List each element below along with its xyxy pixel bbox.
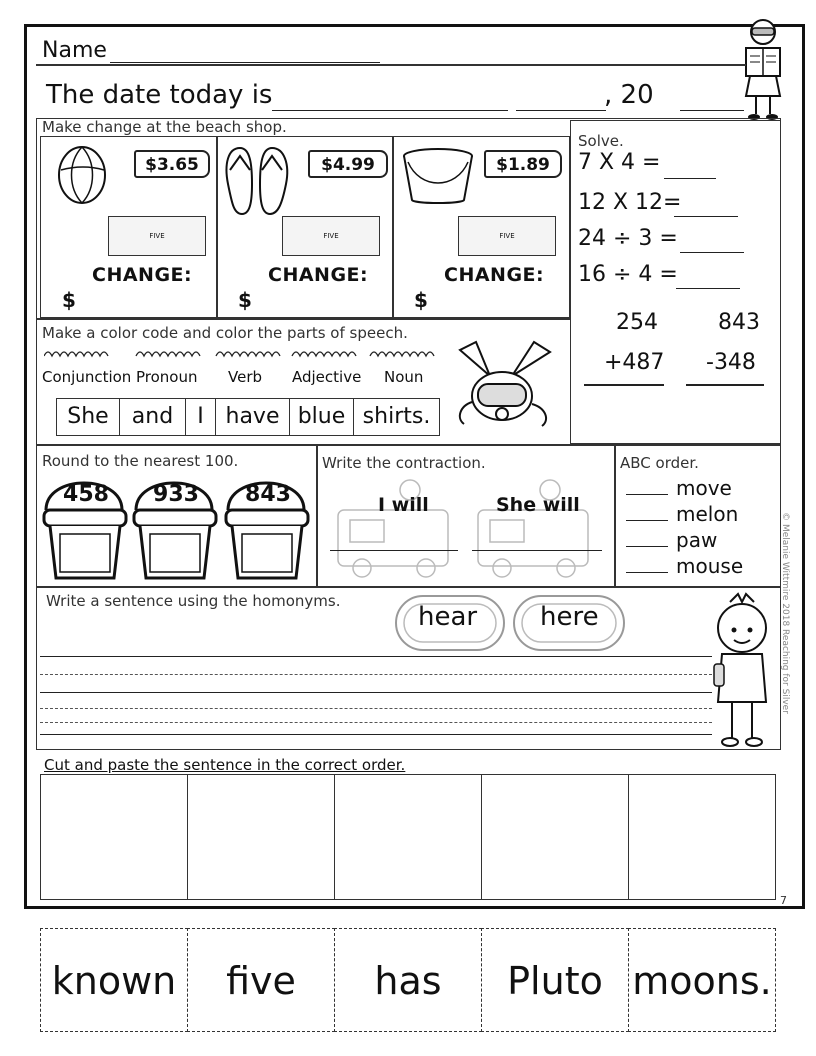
abc-word-3: paw: [676, 528, 718, 552]
cutout-word-1[interactable]: known: [40, 928, 188, 1032]
problem-3: 24 ÷ 3 =: [578, 226, 678, 251]
subtraction-bottom: -348: [706, 350, 756, 375]
five-dollar-bill-2: FIVE: [282, 216, 380, 256]
answer-line-2[interactable]: [674, 196, 738, 217]
bucket-number-1: 458: [63, 482, 109, 507]
copyright-container: [778, 480, 792, 750]
writing-line-2[interactable]: [40, 676, 712, 693]
homonym-title: Write a sentence using the homonyms.: [46, 592, 341, 610]
bucket-number-2: 933: [153, 482, 199, 507]
middle-divider-2: [614, 444, 616, 586]
problem-2: 12 X 12=: [578, 190, 682, 215]
dollar-sign-3: $: [414, 288, 428, 312]
label-noun: Noun: [384, 368, 424, 386]
flip-flops-icon: [222, 144, 294, 218]
label-pronoun: Pronoun: [136, 368, 198, 386]
beach-ball-icon: [56, 144, 108, 206]
abc-title: ABC order.: [620, 454, 699, 472]
cutout-word-3[interactable]: has: [334, 928, 482, 1032]
answer-line-3[interactable]: [680, 232, 744, 253]
date-year-line[interactable]: [680, 84, 744, 111]
five-dollar-bill-1: FIVE: [108, 216, 206, 256]
problem-4: 16 ÷ 4 =: [578, 262, 678, 287]
label-verb: Verb: [228, 368, 263, 386]
round-title: Round to the nearest 100.: [42, 452, 239, 470]
name-label: Name: [42, 38, 107, 63]
shop-divider-2: [392, 136, 394, 318]
paste-cell-1[interactable]: [40, 774, 188, 900]
middle-divider-1: [316, 444, 318, 586]
homonym-word-1: hear: [418, 602, 478, 632]
date-day-line[interactable]: [516, 84, 606, 111]
name-line[interactable]: [110, 40, 380, 63]
paste-cell-3[interactable]: [334, 774, 482, 900]
contraction-title: Write the contraction.: [322, 454, 486, 472]
contraction-answer-line-1[interactable]: [330, 530, 458, 551]
subtraction-top: 843: [718, 310, 760, 335]
ice-cream-trucks: [328, 476, 608, 582]
header-divider: [36, 64, 746, 66]
cut-paste-title: Cut and paste the sentence in the correct order.: [44, 756, 406, 774]
girl-reading-icon: [738, 16, 788, 122]
abc-item-4[interactable]: [626, 554, 743, 579]
subtraction-bar: [686, 384, 764, 386]
word-box-shirts[interactable]: shirts.: [354, 398, 440, 436]
change-label-2: CHANGE:: [268, 264, 369, 286]
problem-1: 7 X 4 =: [578, 150, 661, 175]
abc-word-4: mouse: [676, 554, 744, 578]
copyright-text: © Melanie Wittmire 2018 Reaching for Silver: [780, 512, 790, 714]
bucket-number-3: 843: [245, 482, 291, 507]
speech-title: Make a color code and color the parts of speech.: [42, 324, 408, 342]
contraction-word-2: She will: [496, 494, 580, 516]
word-box-have[interactable]: have: [216, 398, 290, 436]
answer-line-4[interactable]: [676, 268, 740, 289]
label-adjective: Adjective: [292, 368, 362, 386]
abc-item-3[interactable]: [626, 528, 717, 553]
contraction-word-1: I will: [378, 494, 429, 516]
dollar-sign-2: $: [238, 288, 252, 312]
abc-item-1[interactable]: [626, 476, 732, 501]
homonym-word-2: here: [540, 602, 599, 632]
shop-divider-1: [216, 136, 218, 318]
writing-dashed-3: [40, 722, 712, 723]
writing-dashed-1: [40, 674, 712, 675]
snorkel-kid-icon: [450, 336, 560, 436]
paste-cell-4[interactable]: [481, 774, 629, 900]
beach-shop-title: Make change at the beach shop.: [42, 118, 287, 136]
paste-cell-2[interactable]: [187, 774, 335, 900]
change-label-3: CHANGE:: [444, 264, 545, 286]
abc-word-2: melon: [676, 502, 739, 526]
change-label-1: CHANGE:: [92, 264, 193, 286]
price-tag-2: $4.99: [308, 150, 388, 178]
paste-cell-5[interactable]: [628, 774, 776, 900]
abc-item-2[interactable]: [626, 502, 738, 527]
contraction-answer-line-2[interactable]: [472, 530, 602, 551]
abc-word-1: move: [676, 476, 732, 500]
word-box-blue[interactable]: blue: [290, 398, 354, 436]
price-tag-1: $3.65: [134, 150, 210, 178]
cutout-word-4[interactable]: Pluto: [481, 928, 629, 1032]
word-box-she[interactable]: She: [56, 398, 120, 436]
homonym-top-divider: [36, 586, 781, 588]
writing-dashed-2: [40, 708, 712, 709]
page-number: 7: [780, 894, 787, 907]
answer-line-1[interactable]: [664, 158, 716, 179]
addition-bar: [584, 384, 664, 386]
writing-line-1[interactable]: [40, 640, 712, 657]
solve-title: Solve.: [578, 132, 624, 150]
addition-bottom: +487: [604, 350, 665, 375]
dollar-sign-1: $: [62, 288, 76, 312]
middle-row-top-divider: [36, 444, 781, 446]
label-conjunction: Conjunction: [42, 368, 132, 386]
word-box-and[interactable]: and: [120, 398, 186, 436]
cutout-word-2[interactable]: five: [187, 928, 335, 1032]
five-dollar-bill-3: FIVE: [458, 216, 556, 256]
date-year-prefix: , 20: [604, 80, 654, 110]
date-prefix: The date today is: [46, 80, 273, 110]
color-code-squiggles: [44, 346, 444, 362]
girl-ice-cream-icon: [708, 592, 776, 750]
cutout-word-5[interactable]: moons.: [628, 928, 776, 1032]
speech-top-divider: [36, 318, 570, 320]
sand-bucket-icon: [400, 146, 476, 206]
date-month-line[interactable]: [272, 84, 508, 111]
word-box-i[interactable]: I: [186, 398, 216, 436]
addition-top: 254: [616, 310, 658, 335]
price-tag-3: $1.89: [484, 150, 562, 178]
